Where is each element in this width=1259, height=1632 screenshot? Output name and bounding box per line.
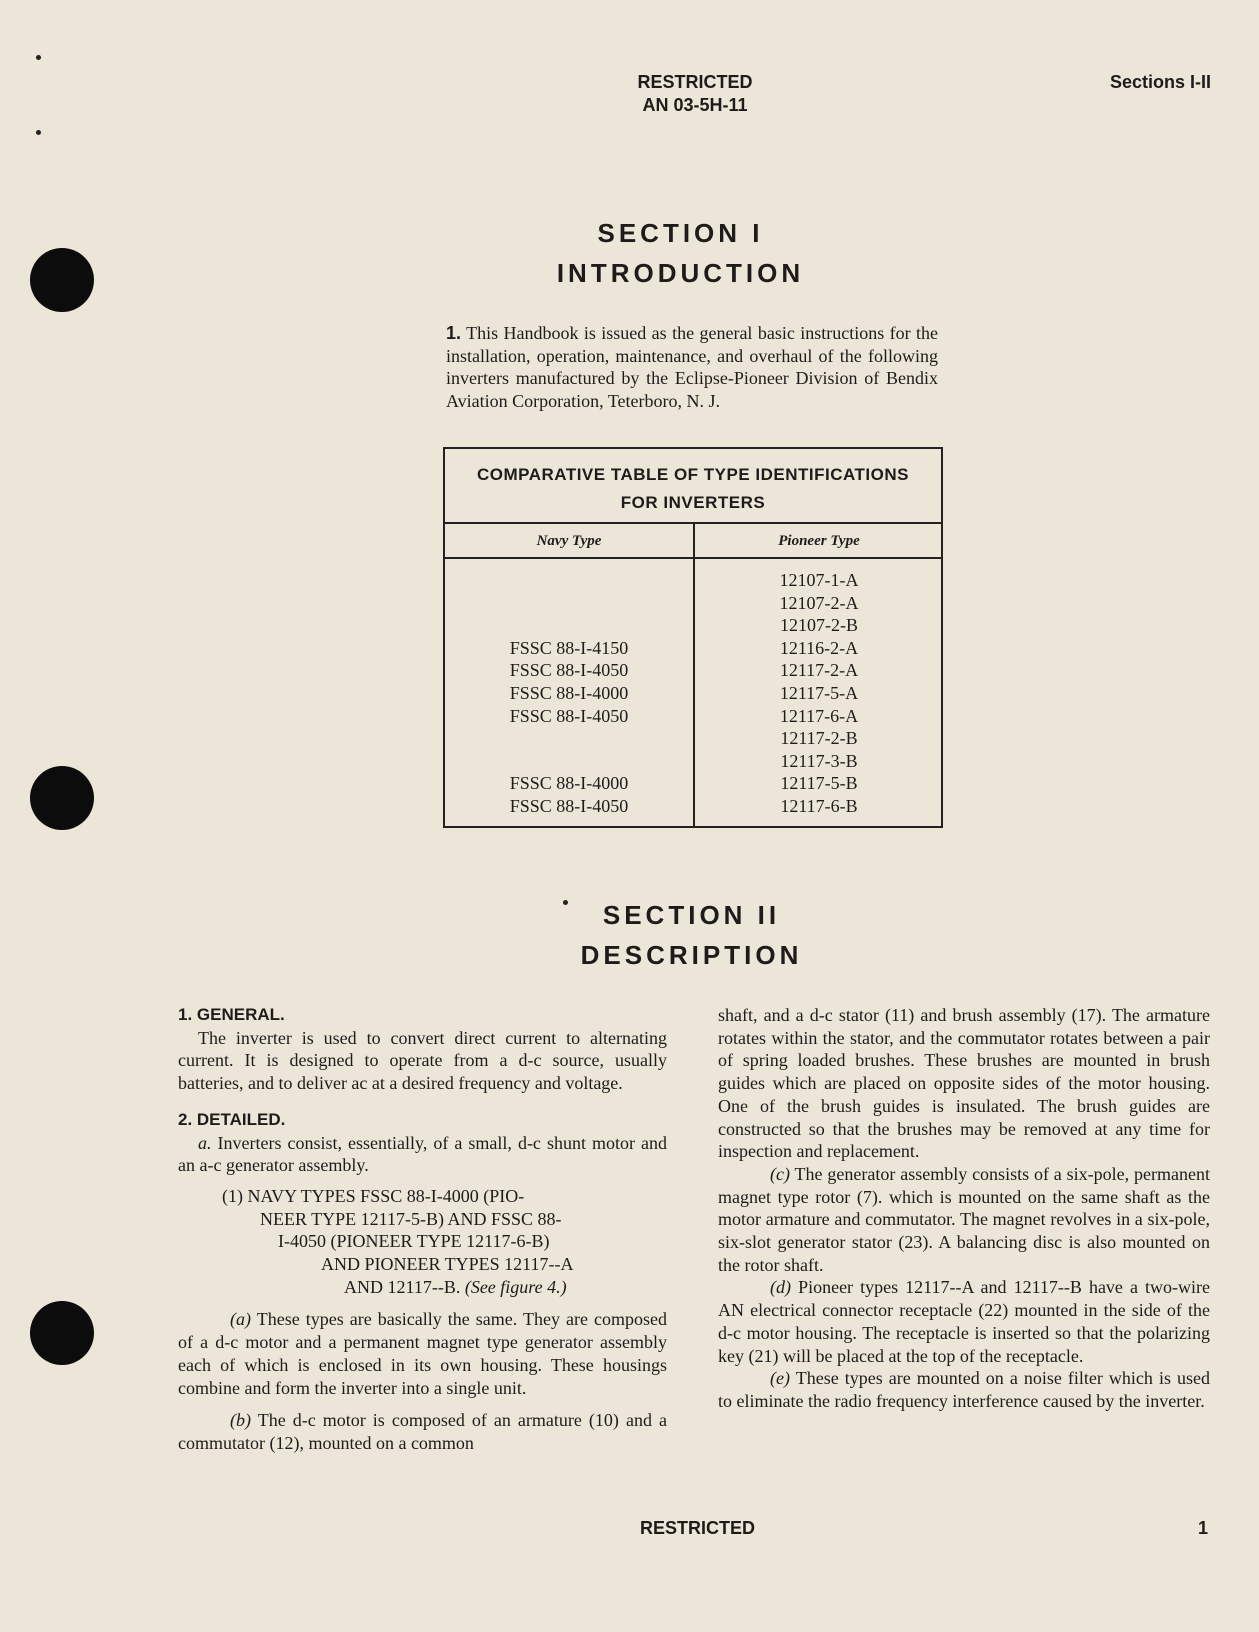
type-identification-table <box>443 447 943 828</box>
paragraph-b-continued: shaft, and a d-c stator (11) and brush assembly (17). The armature rotates within the stator, and the commutator rotates between a pair of spring loaded brushes. These brushes are mounted in brush guides which are placed on opposite sides of the motor housing. One of the brush guides is insulated. The brush guides are constructed so that the brushes may be removed at any time for inspection and replacement. <box>718 1005 1210 1162</box>
table-cell-pioneer: 12117-6-A <box>779 705 859 726</box>
table-title-line2: FOR INVERTERS <box>620 493 766 512</box>
subheading-1-line5-text: AND 12117--B. <box>344 1276 461 1297</box>
section2-title: DESCRIPTION <box>580 940 803 970</box>
paragraph-b <box>178 1409 667 1454</box>
speck <box>36 130 41 135</box>
left-column <box>178 1004 667 1455</box>
column-header-navy: Navy Type <box>536 533 602 549</box>
table-cell-navy <box>445 727 693 750</box>
paragraph-b-label: (b) <box>230 1410 251 1431</box>
header-restricted: RESTRICTED <box>637 72 753 92</box>
paragraph-e-text: These types are mounted on a noise filter which is used to eliminate the radio frequency interference caused by the inverter. <box>718 1368 1210 1411</box>
paragraph-d-label: (d) <box>770 1277 791 1298</box>
intro-para-text: This Handbook is issued as the general basic instructions for the installation, operation, maintenance, and overhaul of the following inverters manufactured by the Eclipse-Pioneer Division of Bendix Aviation Corporation, Teterboro, N. J. <box>446 323 938 411</box>
table-cell-navy: FSSC 88-I-4000 <box>509 682 629 703</box>
paragraph-b-text: The d-c motor is composed of an armature (10) and a commutator (12), mounted on a common <box>178 1410 667 1453</box>
section1-title: INTRODUCTION <box>556 258 805 288</box>
intro-para-number: 1. <box>446 323 462 343</box>
general-heading: 1. GENERAL. <box>178 1005 285 1024</box>
table-cell-pioneer: 12117-6-B <box>780 795 858 816</box>
right-column <box>718 1004 1210 1413</box>
table-cell-navy <box>445 614 693 637</box>
paragraph-a <box>178 1132 667 1177</box>
intro-paragraph <box>446 322 938 412</box>
table-cell-pioneer: 12117-2-B <box>780 728 858 749</box>
figure-reference: (See figure 4.) <box>464 1276 567 1297</box>
subheading-1-line3: I-4050 (PIONEER TYPE 12117-6-B) <box>278 1231 550 1252</box>
page-number: 1 <box>1198 1518 1209 1538</box>
header-sections: Sections I-II <box>1109 72 1211 92</box>
table-cell-pioneer: 12116-2-A <box>779 637 859 658</box>
paragraph-c-label: (c) <box>770 1163 790 1184</box>
paragraph-d-text: Pioneer types 12117--A and 12117--B have a two-wire AN electrical connector receptacle (22) mounted in the side of the d-c motor housing. The receptacle is inserted so that the polarizing key (21) will be placed at the top of the receptacle. <box>718 1277 1210 1366</box>
table-cell-pioneer: 12117-5-A <box>779 682 859 703</box>
header-doc-number: AN 03-5H-11 <box>642 95 748 115</box>
detailed-heading: 2. DETAILED. <box>178 1109 286 1129</box>
table-cell-navy <box>445 750 693 773</box>
table-title <box>445 449 941 522</box>
table-cell-navy: FSSC 88-I-4050 <box>509 660 629 681</box>
paragraph-d <box>718 1276 1210 1367</box>
table-cell-navy: FSSC 88-I-4150 <box>509 637 629 658</box>
subheading-1-line2: NEER TYPE 12117-5-B) AND FSSC 88- <box>260 1208 562 1229</box>
paragraph-c <box>718 1163 1210 1277</box>
table-cell-navy <box>445 569 693 592</box>
paragraph-a-sub-label: (a) <box>230 1309 251 1330</box>
paragraph-a-text: Inverters consist, essentially, of a small, d-c shunt motor and an a-c generator assembly. <box>178 1132 667 1176</box>
table-title-line1: COMPARATIVE TABLE OF TYPE IDENTIFICATIONS <box>477 465 909 484</box>
column-header-pioneer: Pioneer Type <box>778 533 860 549</box>
general-paragraph: The inverter is used to convert direct current to alternating current. It is designed to operate from a d-c source, usually batteries, and to deliver ac at a desired frequency and voltage. <box>178 1027 667 1094</box>
table-cell-navy: FSSC 88-I-4000 <box>509 773 629 794</box>
table-cell-navy <box>445 592 693 615</box>
paragraph-a-sub <box>178 1308 667 1399</box>
speck <box>36 55 41 60</box>
table-cell-pioneer: 12117-2-A <box>779 660 859 681</box>
paragraph-a-label: a. <box>198 1132 212 1153</box>
paragraph-e <box>718 1367 1210 1412</box>
table-header-divider <box>445 557 941 559</box>
table-cell-pioneer: 12117-5-B <box>780 773 858 794</box>
table-cell-pioneer: 12117-3-B <box>780 750 858 771</box>
binder-hole-bottom <box>30 1301 94 1365</box>
table-cell-pioneer: 12107-2-B <box>780 615 858 636</box>
pioneer-type-column <box>695 569 943 818</box>
subheading-1-line4: AND PIONEER TYPES 12117--A <box>321 1254 574 1275</box>
table-cell-pioneer: 12107-2-A <box>779 592 859 613</box>
table-cell-navy: FSSC 88-I-4050 <box>509 795 629 816</box>
section1-label: SECTION I <box>597 218 764 248</box>
binder-hole-middle <box>30 766 94 830</box>
subheading-1-line1: (1) NAVY TYPES FSSC 88-I-4000 (PIO- <box>222 1185 525 1206</box>
navy-type-column <box>445 569 693 818</box>
section2-label: SECTION II <box>602 900 781 930</box>
table-cell-pioneer: 12107-1-A <box>779 570 859 590</box>
paragraph-a-sub-text: These types are basically the same. They are composed of a d-c motor and a permanent magnet type generator assembly each of which is enclosed in its own housing. These housings combine and form the inverter into a single unit. <box>178 1309 667 1398</box>
footer-restricted: RESTRICTED <box>640 1518 756 1538</box>
page-header <box>560 71 830 117</box>
table-cell-navy: FSSC 88-I-4050 <box>509 705 629 726</box>
paragraph-c-text: The generator assembly consists of a six-pole, permanent magnet type rotor (7). which is mounted on the same shaft as the motor armature and commutator. The magnet revolves in a six-pole, six-slot generator stator (23). A balancing disc is also mounted on the rotor shaft. <box>718 1163 1210 1275</box>
subheading-1 <box>178 1185 667 1299</box>
paragraph-e-label: (e) <box>770 1368 790 1389</box>
subheading-1-line5 <box>178 1276 667 1299</box>
